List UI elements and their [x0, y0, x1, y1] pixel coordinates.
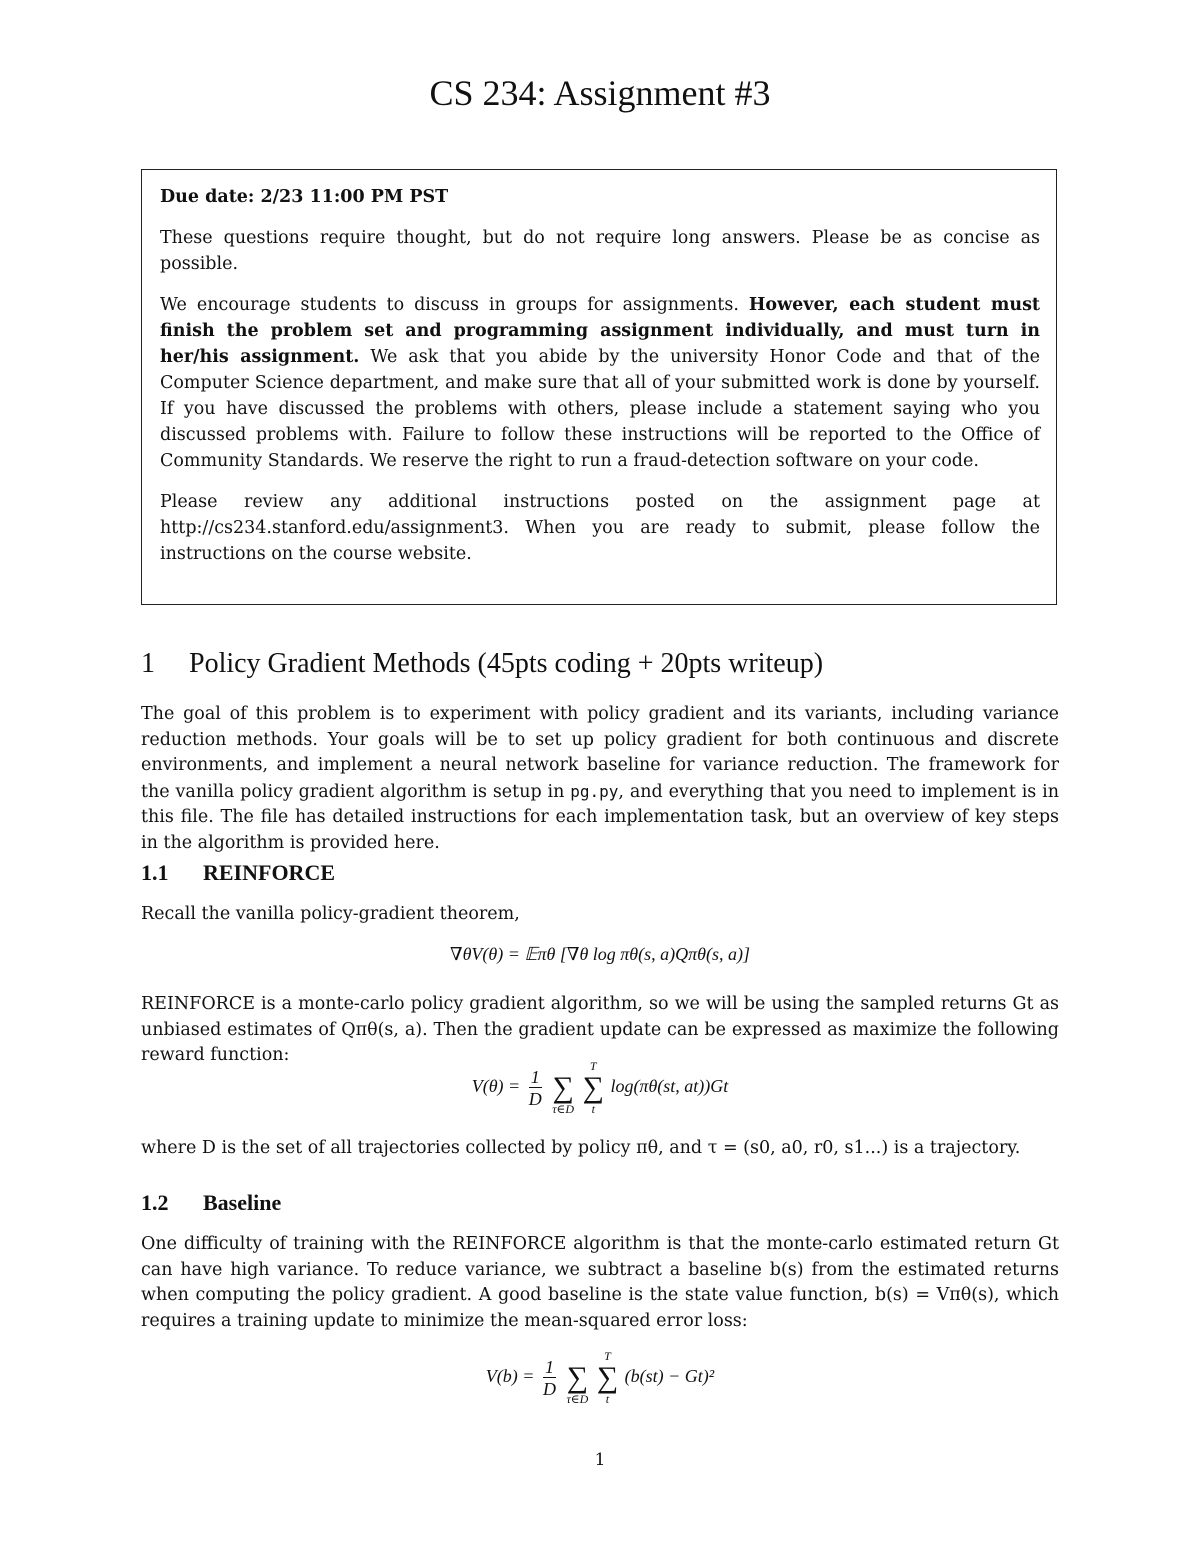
collab-lead: We encourage students to discuss in groups for assignments.: [160, 295, 739, 315]
subsection-1-2-heading: 1.2 Baseline: [141, 1190, 282, 1215]
policy-gradient-theorem-equation: ∇θV(θ) = 𝔼πθ [∇θ log πθ(s, a)Qπθ(s, a)]: [450, 944, 750, 964]
section-1-heading: [141, 648, 1061, 680]
instructions-paragraph-1: These questions require thought, but do not require long answers. Please be as concise as possible.: [160, 228, 1040, 274]
instructions-paragraph-3: Please review any additional instructions posted on the assignment page at http://cs234.stanford.edu/assignment3. When you are ready to submit, please follow the instructions on the course website.: [160, 492, 1040, 564]
due-date: Due date: 2/23 11:00 PM PST: [160, 187, 449, 207]
honor-code-text: We ask that you abide by the university Honor Code and that of the Computer Science department, and make sure that all of your submitted work is done by yourself. If you have discussed the problems with others, please include a statement saying who you discussed problems with. Failure to follow these instructions will be reported to the Office of Community Standards. We reserve the right to run a fraud-detection software on your code.: [160, 347, 1040, 471]
sum-over-time: T ∑ t: [582, 1059, 604, 1116]
page-number: 1: [594, 1450, 606, 1470]
sum-over-trajectories: ∑ τ∈D: [566, 1361, 589, 1406]
fraction: $\frac{1}{D}$: [528, 1066, 542, 1109]
file-name: pg.py: [570, 781, 619, 801]
sum-over-time: T ∑ t: [596, 1349, 619, 1406]
sum-over-trajectories: ∑ τ∈D: [552, 1071, 575, 1116]
instructions-box: [141, 169, 1057, 605]
instructions-paragraph-2: [160, 292, 1040, 474]
individual-work-policy: However, each student must finish the problem set and programming assignment individually, and must turn in her/his assignment.: [160, 295, 1040, 367]
baseline-loss-equation: V(b) = $\frac{1}{D}$ ∑ τ∈D T ∑ t (b(st) − Gt)²: [485, 1349, 715, 1406]
recall-text: Recall the vanilla policy-gradient theorem,: [141, 904, 520, 924]
reinforce-paragraph: REINFORCE is a monte-carlo policy gradient algorithm, so we will be using the sampled returns Gt as unbiased estimates of Qπθ(s, a). Then the gradient update can be expressed as maximize the following reward function:: [141, 994, 1059, 1065]
trajectory-definition: where D is the set of all trajectories collected by policy πθ, and τ = (s0, a0, r0, s1...) is a trajectory.: [141, 1138, 1021, 1158]
reinforce-objective-equation: V(θ) = $\frac{1}{D}$ ∑ τ∈D T ∑ t log(πθ(st, at))Gt: [471, 1059, 729, 1116]
baseline-paragraph: One difficulty of training with the REINFORCE algorithm is that the monte-carlo estimated return Gt can have high variance. To reduce variance, we subtract a baseline b(s) from the estimated returns when computing the policy gradient. A good baseline is the state value function, b(s) = Vπθ(s), which requires a training update to minimize the mean-squared error loss:: [141, 1234, 1059, 1331]
section-1-intro: The goal of this problem is to experiment with policy gradient and its variants, including variance reduction methods. Your goals will be to set up policy gradient for both continuous and discrete environments, and implement a neural network baseline for variance reduction. The framework for the vanilla policy gradient algorithm is setup in pg.py, and everything that you need to implement is in this file. The file has detailed instructions for each implementation task, but an overview of key steps in the algorithm is provided here.: [141, 704, 1059, 853]
document-title: CS 234: Assignment #3: [429, 73, 771, 113]
fraction: $\frac{1}{D}$: [542, 1356, 556, 1399]
subsection-1-1-heading: 1.1 REINFORCE: [141, 860, 336, 885]
section-number: 1: [141, 648, 155, 679]
section-title: Policy Gradient Methods (45pts coding + 20pts writeup): [189, 648, 824, 679]
